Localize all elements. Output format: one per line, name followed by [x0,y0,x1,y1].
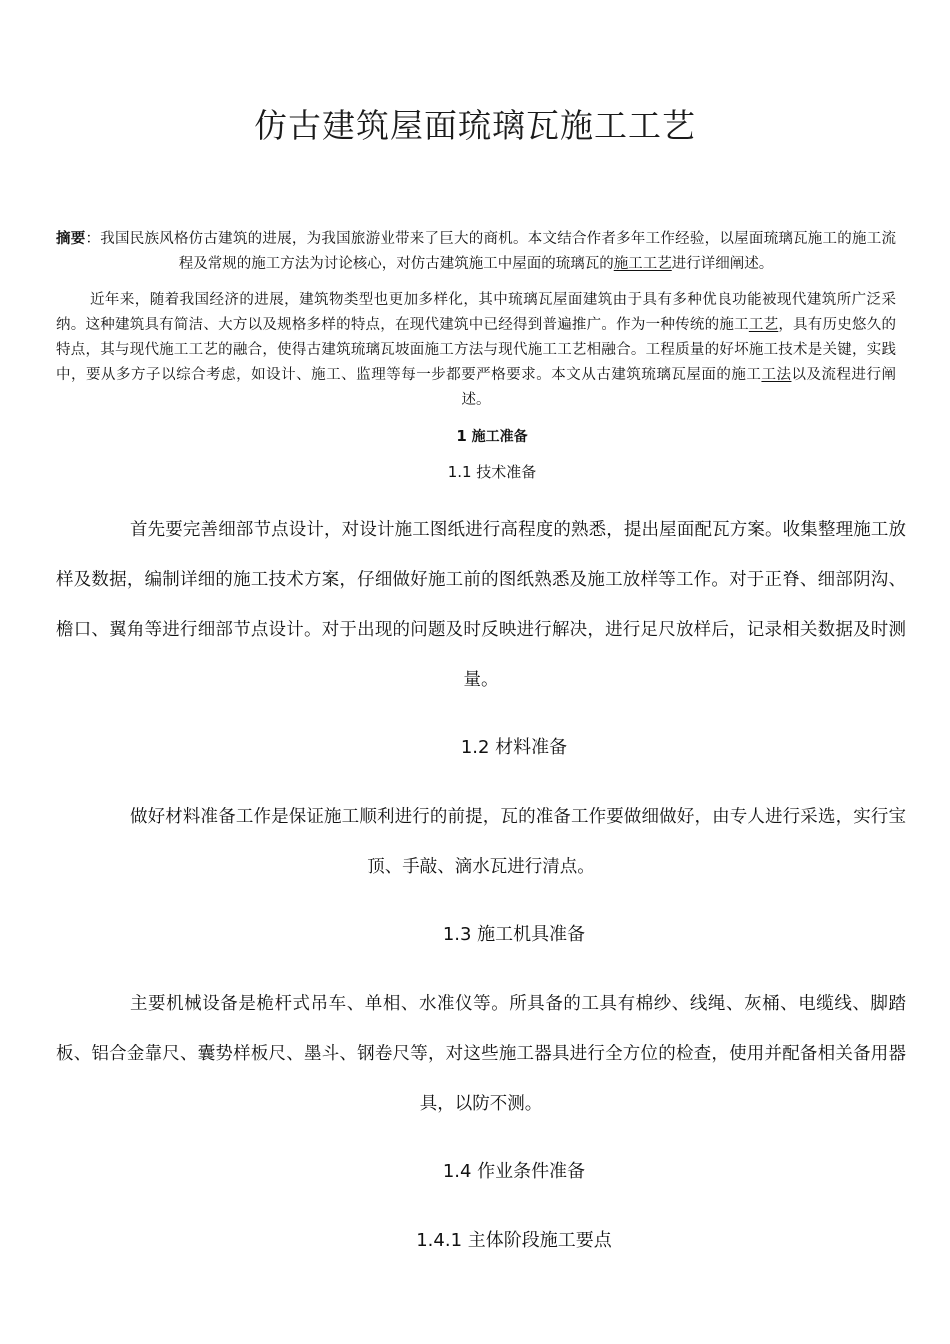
intro-part-1: 近年来，随着我国经济的进展，建筑物类型也更加多样化，其中琉璃瓦屋面建筑由于具有多种优良功能被现代建筑所广泛采纳。这种建筑具有简洁、大方以及规格多样的特点，在现代建筑中已经得到普遍推广。作为一种传统的施工 [56,292,896,333]
section-1-4-1-heading: 1.4.1 主体阶段施工要点 [416,1230,612,1251]
section-1-2-heading: 1.2 材料准备 [460,737,568,758]
section-1-heading [0,425,950,448]
section-1-1-body: 首先要完善细部节点设计，对设计施工图纸进行高程度的熟悉，提出屋面配瓦方案。收集整理施工放样及数据，编制详细的施工技术方案，仔细做好施工前的图纸熟悉及施工放样等工作。对于正脊、细部阴沟、檐口、翼角等进行细部节点设计。对于出现的问题及时反映进行解决，进行足尺放样后，记录相关数据及时测量。 [56,520,906,690]
abstract [56,226,896,277]
abstract-paragraph [56,226,896,277]
abstract-text-after: 进行详细阐述。 [671,256,774,272]
section-1-3-body: 主要机械设备是桅杆式吊车、单相、水准仪等。所具备的工具有棉纱、线绳、灰桶、电缆线、脚踏板、铝合金靠尺、囊势样板尺、墨斗、钢卷尺等，对这些施工器具进行全方位的检查，使用并配备相关备用器具，以防不测。 [56,994,906,1114]
abstract-label: 摘要 [56,230,86,247]
abstract-text-before: 我国民族风格仿古建筑的进展，为我国旅游业带来了巨大的商机。本文结合作者多年工作经验，以屋面琉璃瓦施工的施工流程及常规的施工方法为讨论核心，对仿古建筑施工中屋面的琉璃瓦的 [100,231,897,272]
intro-link-craft[interactable]: 工艺 [748,317,779,333]
document-title: 仿古建筑屋面琉璃瓦施工工艺 [254,106,696,145]
section-1-3-heading: 1.3 施工机具准备 [442,924,586,945]
intro-part-2: ，具有历史悠久的特点，其与现代施工工艺的融合，使得古建筑琉璃瓦坡面施工方法与现代施工工艺相融合。工程质量的好坏施工技术是关键，实践中，要从多方子以综合考虑，如设计、施工、监理等每一步都要严格要求。本文从古建筑琉璃瓦屋面的施工 [56,317,896,383]
intro-part-3: 以及流程进行阐述。 [461,367,897,408]
abstract-link-construction-process[interactable]: 施工工艺 [613,256,672,272]
section-1-number: 1 [456,427,467,445]
intro-paragraph [56,288,896,413]
section-1-2-body: 做好材料准备工作是保证施工顺利进行的前提，瓦的准备工作要做细做好，由专人进行采选，实行宝顶、手敲、滴水瓦进行清点。 [130,807,906,877]
introduction [56,288,896,413]
section-1-1-heading: 1.1 技术准备 [447,463,537,481]
section-1-4-heading: 1.4 作业条件准备 [442,1161,586,1182]
intro-link-method[interactable]: 工法 [761,367,792,383]
section-1-title: 施工准备 [471,429,528,445]
abstract-colon: ： [85,231,101,247]
